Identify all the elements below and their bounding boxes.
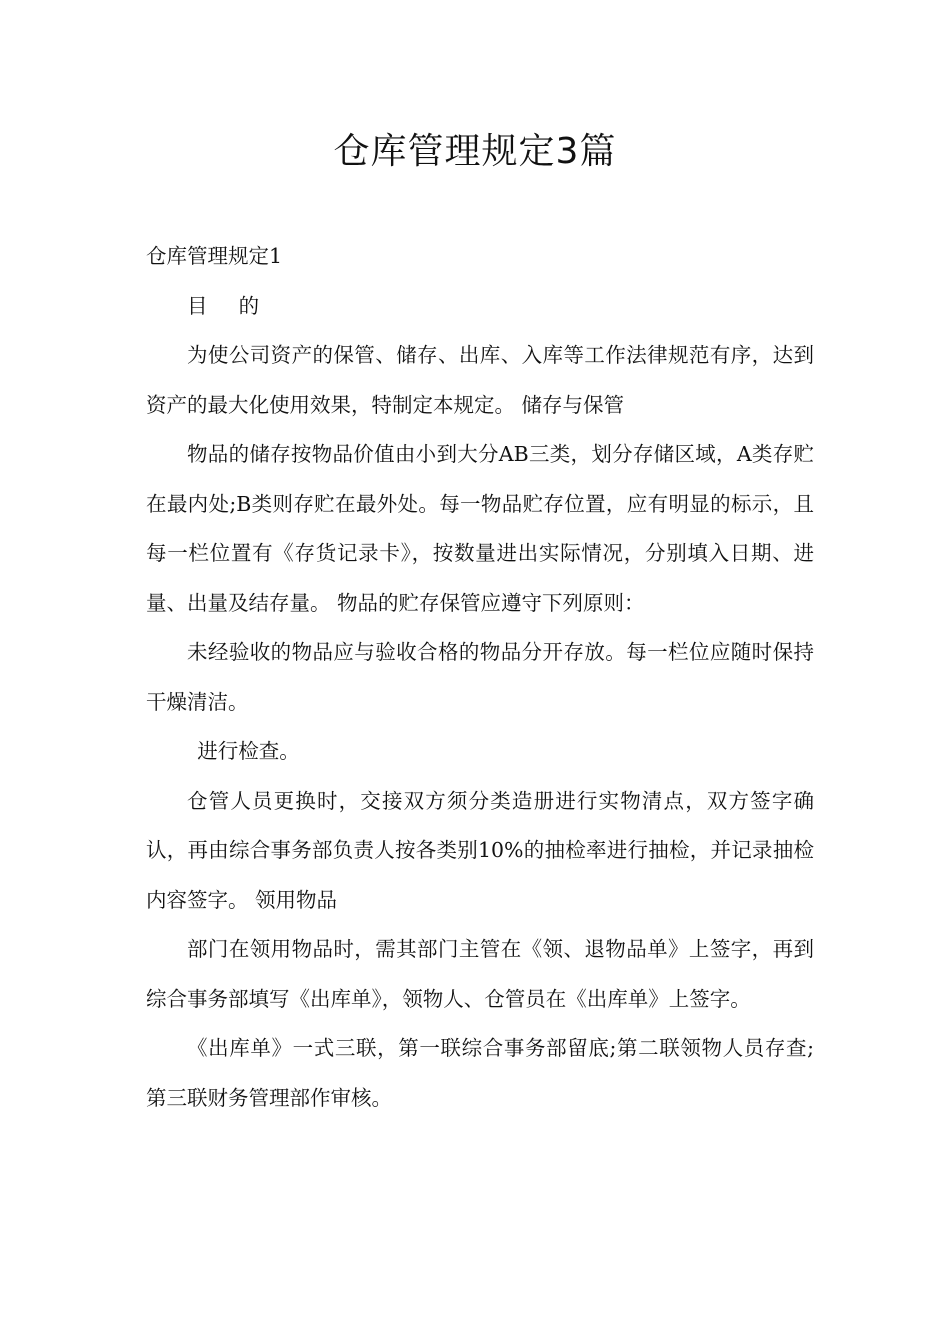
paragraph: 物品的储存按物品价值由小到大分AB三类，划分存储区域，A类存贮在最内处;B类则存贮在最外处。每一物品贮存位置，应有明显的标示，且每一栏位置有《存货记录卡》，按数量进出实际情况，分别填入日期、进量、出量及结存量。 物品的贮存保管应遵守下列原则： [146, 442, 814, 615]
section-heading: 仓库管理规定1 [146, 244, 283, 268]
document-title: 仓库管理规定3篇 [333, 131, 617, 172]
paragraph: 未经验收的物品应与验收合格的物品分开存放。每一栏位应随时保持干燥清洁。 [146, 640, 814, 714]
paragraph: 为使公司资产的保管、储存、出库、入库等工作法律规范有序，达到资产的最大化使用效果，特制定本规定。 储存与保管 [146, 343, 814, 417]
paragraph: 仓管人员更换时，交接双方须分类造册进行实物清点，双方签字确认，再由综合事务部负责人按各类别10%的抽检率进行抽检，并记录抽检内容签字。 领用物品 [146, 788, 814, 912]
paragraph: 《出库单》一式三联，第一联综合事务部留底;第二联领物人员存查;第三联财务管理部作审核。 [146, 1036, 814, 1110]
paragraph: 进行检查。 [197, 739, 300, 763]
document-body [146, 232, 814, 1123]
subheading-purpose: 目 的 [187, 293, 272, 318]
paragraph: 部门在领用物品时，需其部门主管在《领、退物品单》上签字，再到综合事务部填写《出库单》，领物人、仓管员在《出库单》上签字。 [146, 937, 814, 1011]
